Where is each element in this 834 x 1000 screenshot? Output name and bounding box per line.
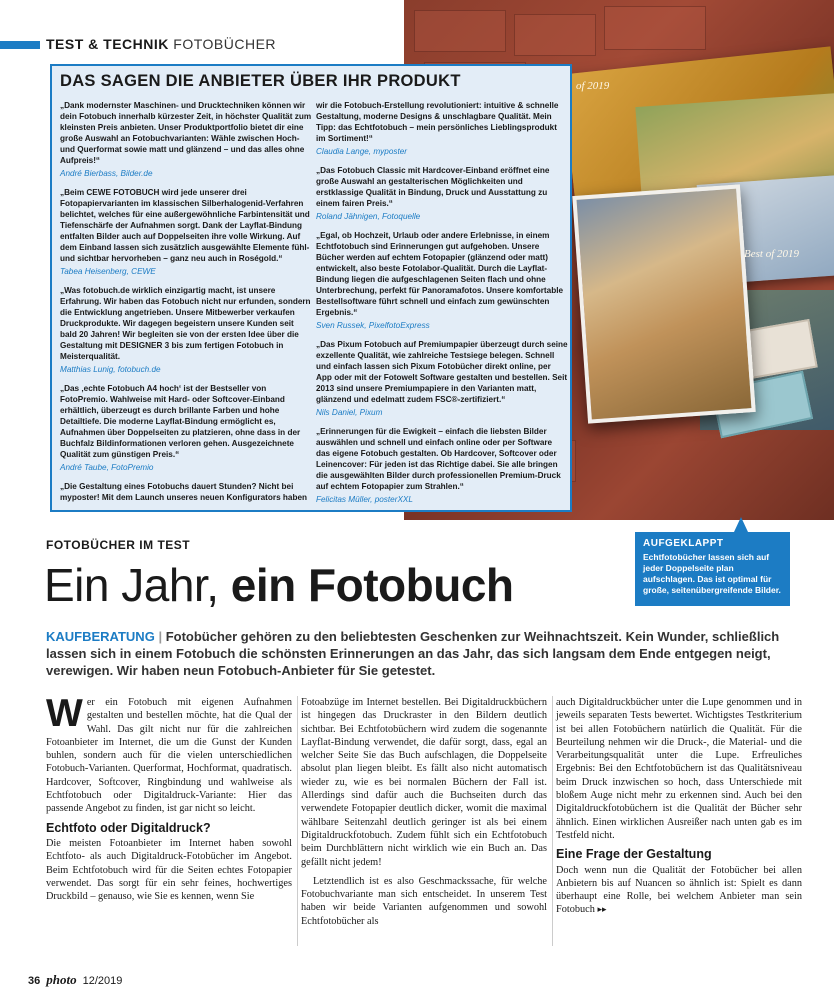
photo-book-child — [572, 184, 755, 423]
photo-label-top: of 2019 — [576, 80, 610, 92]
lead-text: Fotobücher gehören zu den beliebtesten Geschenken zur Weihnachtszeit. Kein Wunder, schließlich lassen sich in einem Fotobuch die schönsten Erinnerungen an das Jahr, das sich langsam dem Ende entgegen neigt, verewigen. Wir haben neun Fotobuch-Anbieter für Sie getestet. — [46, 629, 780, 678]
section-header — [46, 36, 276, 52]
quote-text: „Das ‚echte Fotobuch A4 hoch‘ ist der Bestseller von FotoPremio. Wahlweise mit Hard- oder Softcover-Einband erhältlich, überzeugt es durch brillante Farben und hohe Detailtiefe. Die moderne Layflat-Bindung ermöglicht es, Aufnahmen über Doppelseiten zu platzieren, ohne dass in der Buchfalz Bildinformationen verloren gehen. Ausgezeichnete Qualität zum günstigen Preis.“ — [60, 384, 301, 459]
callout-text: Echtfotobücher lassen sich auf jeder Doppelseite plan aufschlagen. Das ist optimal für große, seitenübergreifende Bilder. — [643, 552, 781, 595]
issue-number: 12/2019 — [82, 975, 123, 987]
photo-label-bottom: Best of 2019 — [744, 248, 799, 260]
quote-author: Tabea Heisenberg, CEWE — [60, 267, 156, 276]
body-paragraph: Doch wenn nun die Qualität der Fotobücher bei allen Anbietern bis auf Nuancen so ähnlich ist: Spielt es dann überhaupt eine Rolle, bei welchem Anbieter man sein Fotobuch — [556, 864, 802, 916]
body-paragraph: auch Digitaldruckbücher unter die Lupe genommen und in jeweils separaten Tests bewertet. Wichtigstes Testkriterium ist bei allen Fotobüchern natürlich die Qualität. Für die Beurteilung nehmen wir die Druck-, die Material- und die Verarbeitungsqualität unter die Lupe. Erfreuliches Ergebnis: Bei den Echtfotobüchern ist das Qualitätsniveau beim Druck inzwischen so hoch, dass Unterschiede mit bloßem Auge nicht mehr zu erkennen sind. Auch bei den Digitaldruckfotobüchern ist die Qualität der Bücher sehr ähnlich. Einen wirklichen Ausreißer nach unten gab es im Testfeld nicht. — [556, 697, 802, 841]
quote-text: „Dank modernster Maschinen- und Drucktechniken können wir dein Fotobuch innerhalb kürzester Zeit, in höchster Qualität zum kleinsten Preis anbieten. Unser Produktportfolio bietet dir eine große Auswahl an Fotobuchvarianten: Wähle zwischen Hoch- und Querformat sowie matt und glänzend – und das alles ohne Aufpreis!“ — [60, 101, 312, 165]
quote-author: André Bierbass, Bilder.de — [60, 169, 153, 178]
lead-separator: | — [158, 629, 163, 644]
quote-author: André Taube, FotoPremio — [60, 463, 154, 472]
continue-arrow-icon: ▸▸ — [597, 904, 607, 915]
drop-cap: W — [46, 692, 83, 735]
subheading: Echtfoto oder Digitaldruck? — [46, 820, 211, 835]
section-topic: FOTOBÜCHER — [173, 36, 277, 52]
brick — [514, 14, 596, 56]
section-marker — [0, 41, 40, 49]
quote-text: wir die Fotobuch-Erstellung revolutioniert: intuitive & schnelle Gestaltung, moderne Designs & unschlagbare Qualität. Mein Tipp: das Echtfotobuch – mein persönliches Lieblingsprodukt im Sortiment!“ — [316, 101, 559, 143]
page-footer — [28, 972, 122, 988]
headline — [44, 558, 514, 612]
kicker: FOTOBÜCHER IM TEST — [46, 538, 191, 552]
brick — [414, 10, 506, 52]
quote-author: Felicitas Müller, posterXXL — [316, 495, 413, 504]
body-column-1 — [46, 692, 292, 909]
lead-paragraph — [46, 628, 792, 679]
quote-text: „Erinnerungen für die Ewigkeit – einfach die liebsten Bilder auswählen und schnell und einfach online oder per Software das eigene Fotobuch gestalten. Ob Hardcover, Softcover oder Leinencover: Für jeden ist das Richtige dabei. Sie alle bringen die ausgewählten Bilder durch professionellen Premium-Druck auf echtem Fotopapier zum Strahlen.“ — [316, 427, 561, 491]
quote-author: Matthias Lunig, fotobuch.de — [60, 365, 161, 374]
body-paragraph: er ein Fotobuch mit eigenen Aufnahmen gestalten und bestellen möchte, hat die Qual der Wahl. Das gilt nicht nur für die zahlreichen Fotoanbieter im Internet, die um die Gunst der Kunden buhlen, sondern auch für die vielen unterschiedlichen Fotobuch-Varianten. Querformat, Hochformat, quadratisch. Hardcover, Softcover, Ringbindung und wahlweise als Echtfotobuch oder Digitaldruck-Variante: Hier das passende Angebot zu finden, ist gar nicht so leicht. — [46, 697, 292, 815]
quote-text: „Was fotobuch.de wirklich einzigartig macht, ist unsere Erfahrung. Wir haben das Fotobuch nicht nur erfunden, sondern die Entwicklung angetrieben. Unsere Mitbewerber verkaufen Druckprodukte. Wir dagegen begeistern unsere Kunden seit bald 20 Jahren! Wir begleiten sie von der ersten Idee über die Gestaltung mit DESIGNER 3 bis zum fertigen Fotobuch in Meisterqualität. — [60, 286, 311, 361]
brick — [604, 6, 706, 50]
body-paragraph: Letztendlich ist es also Geschmackssache, für welche Fotobuchvariante man sich entscheidet. In unserem Test haben wir beide Varianten aufgenommen und sowohl Echtfotobücher als — [301, 875, 547, 927]
callout-box — [635, 532, 790, 606]
headline-light: Ein Jahr, — [44, 559, 219, 611]
headline-bold: ein Fotobuch — [230, 559, 514, 611]
body-column-2 — [301, 696, 547, 934]
vendor-quote-box — [50, 64, 572, 512]
box-column-right — [316, 100, 568, 513]
subheading: Eine Frage der Gestaltung — [556, 847, 712, 862]
quote-text: „Beim CEWE FOTOBUCH wird jede unserer drei Fotopapiervarianten im klassischen Silberhalogenid-Verfahren belichtet, welches für eine außergewöhnliche Farbintensität und Tiefenschärfe der Aufnahmen sorgt. Dank der Layflat-Bindung entfalten Bilder auch auf Doppelseiten ihre volle Wirkung. Auf dem Einband lassen sich zusätzlich ausgewählte Elemente fühl- und sichtbar hervorheben – ganz neu auch in Roségold.“ — [60, 188, 310, 263]
quote-author: Nils Daniel, Pixum — [316, 408, 383, 417]
quote-text: „Die Gestaltung eines Fotobuchs dauert Stunden? Nicht bei myposter! Mit dem Launch unseres neuen Konfigurators haben — [60, 482, 308, 502]
column-divider — [297, 696, 298, 946]
section-name: TEST & TECHNIK — [46, 36, 169, 52]
quote-text: „Das Fotobuch Classic mit Hardcover-Einband eröffnet eine große Auswahl an gestalterischen Möglichkeiten und erstklassige Qualität in Bindung, Druck und Ausstattung zu einem fairen Preis.“ — [316, 166, 550, 208]
page-number: 36 — [28, 975, 41, 987]
quote-author: Sven Russek, PixelfotoExpress — [316, 321, 430, 330]
box-column-left — [60, 100, 312, 505]
quote-author: Claudia Lange, myposter — [316, 147, 408, 156]
body-paragraph: Die meisten Fotoanbieter im Internet haben sowohl Echtfoto- als auch Digitaldruck-Fotobücher im Angebot. Beim Echtfotobuch wird für die Seiten echtes Fotopapier verwendet. Das sorgt für ein sehr feines, hochwertiges Druckbild – genauso, wie Sie es kennen, wenn Sie — [46, 837, 292, 903]
body-paragraph: Fotoabzüge im Internet bestellen. Bei Digitaldruckbüchern ist hingegen das Druckraster in den Bildern deutlich sichtbar. Bei Echtfotobüchern wird zudem die sogenannte Layflat-Bindung verwendet, die dafür sorgt, dass, egal an welcher Seite Sie das Buch aufschlagen, die Doppelseite absolut plan liegen bleibt. Es fällt also nicht automatisch wieder zu, wie es bei normalen Büchern der Fall ist. Allerdings sind dafür auch die Buchseiten durch das verwendete Fotopapier deutlich dicker, womit die maximal wählbare Seitenzahl deutlich geringer ist als bei einem Digitaldruckfotobuch. Zudem fühlt sich ein Echtfotobuch beim Durchblättern nicht wirklich wie ein Buch an. Das gefällt nicht jedem! — [301, 697, 547, 868]
body-column-3 — [556, 696, 802, 923]
callout-pointer — [734, 517, 748, 532]
column-divider — [552, 696, 553, 946]
quote-author: Roland Jähnigen, Fotoquelle — [316, 212, 421, 221]
callout-heading: AUFGEKLAPPT — [643, 538, 724, 549]
magazine-logo: photo — [46, 972, 77, 987]
box-title: DAS SAGEN DIE ANBIETER ÜBER IHR PRODUKT — [60, 72, 461, 90]
lead-label: KAUFBERATUNG — [46, 629, 155, 644]
quote-text: „Egal, ob Hochzeit, Urlaub oder andere Erlebnisse, in einem Echtfotobuch sind Erinnerungen gut aufgehoben. Unsere Bücher werden auf echtem Fotopapier (glänzend oder matt) entwickelt, also beste Fotolabor-Qualität. Durch die Layflat-Bindung liegen die aufgeschlagenen Seiten flach und ohne Unterbrechung, perfekt für Panoramafotos. Unsere komfortable Bestellsoftware führt schnell und einfach zum gewünschten Ergebnis.“ — [316, 231, 564, 317]
quote-text: „Das Pixum Fotobuch auf Premiumpapier überzeugt durch seine exzellente Qualität, wie zahlreiche Testsiege belegen. Schnell und einfach lassen sich Pixum Fotobücher direkt online, per App oder mit der Fotowelt Software gestalten und bestellen. Seit 2013 sind unsere Premiumpapiere in den Varianten matt, glänzend und edelmatt zudem FSC®-zertifiziert.“ — [316, 340, 568, 404]
